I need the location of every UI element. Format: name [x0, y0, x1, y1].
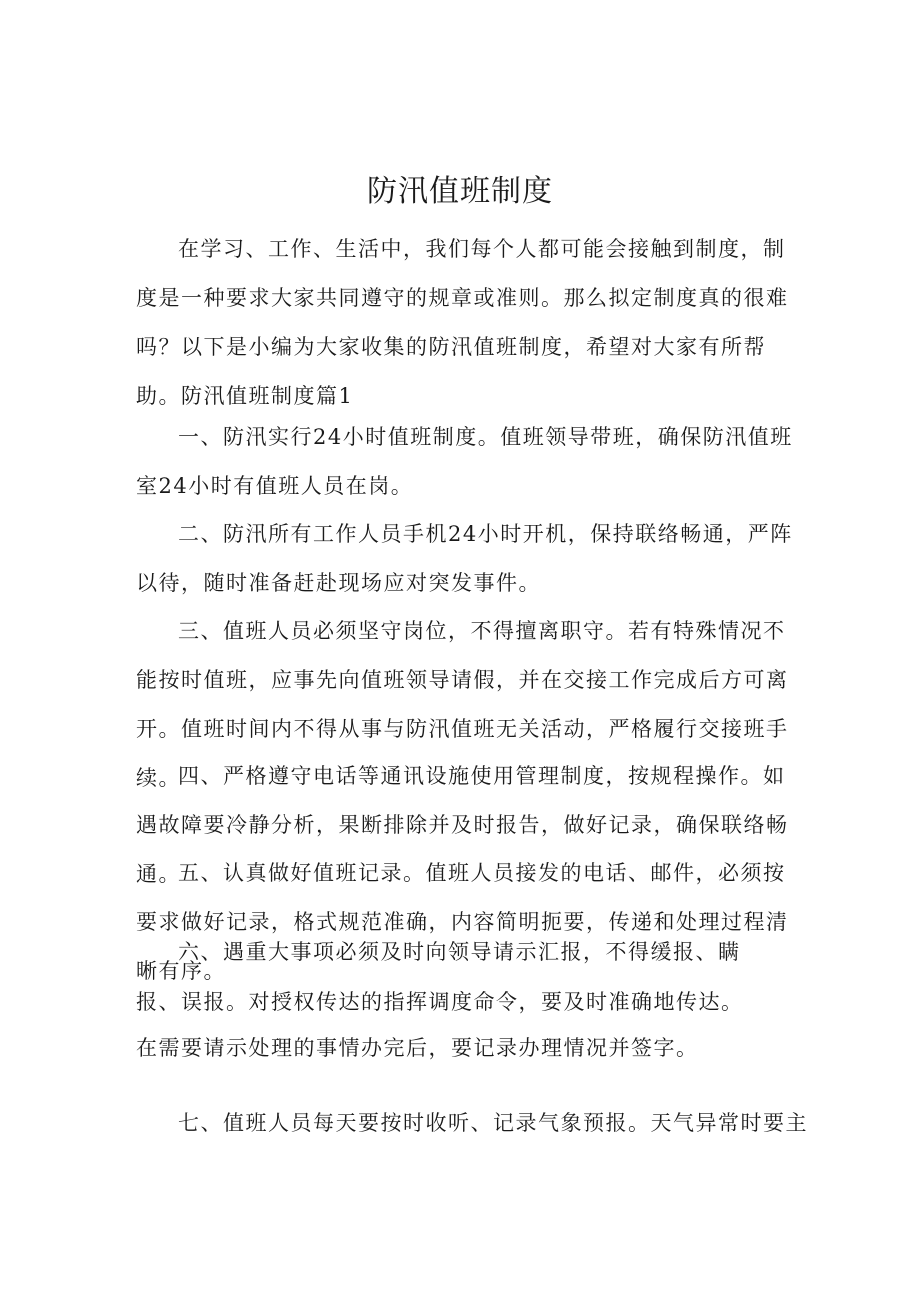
article-6: [136, 928, 798, 977]
article-6-line-3: 在需要请示处理的事情办完后，要记录办理情况并签字。: [136, 1036, 699, 1060]
article-1: [136, 413, 798, 511]
article-1-text: 一、防汛实行24小时值班制度。值班领导带班，确保防汛值班室24小时有值班人员在岗。: [136, 425, 793, 498]
document-title: 防汛值班制度: [367, 174, 553, 209]
article-6-continued: [136, 978, 798, 1027]
article-2: [136, 510, 798, 608]
article-2-text: 二、防汛所有工作人员手机24小时开机，保持联络畅通，严阵以待，随时准备赶赴现场应对突发事件。: [136, 522, 793, 595]
article-6-line-2: 报、误报。对授权传达的指挥调度命令，要及时准确地传达。: [136, 990, 744, 1014]
article-6-note: [136, 1024, 798, 1073]
article-3-text: 三、值班人员必须坚守岗位，不得擅离职守。若有特殊情况不能按时值班，应事先向值班领导请假，并在交接工作完成后方可离开。值班时间内不得从事与防汛值班无关活动，严格履行交接班手续。: [136, 619, 789, 790]
article-7-text: 七、值班人员每天要按时收听、记录气象预报。天气异常时要主: [178, 1111, 808, 1135]
intro-text: 在学习、工作、生活中，我们每个人都可能会接触到制度，制度是一种要求大家共同遵守的规章或准则。那么拟定制度真的很难吗？以下是小编为大家收集的防汛值班制度，希望对大家有所帮助。防汛值班制度篇1: [136, 237, 789, 408]
article-5-text: 五、认真做好值班记录。值班人员接发的电话、邮件，必须按要求做好记录，格式规范准确，内容简明扼要，传递和处理过程清晰有序。: [136, 861, 789, 983]
article-4-text: 四、严格遵守电话等通讯设施使用管理制度，按规程操作。如遇故障要冷静分析，果断排除并及时报告，做好记录，确保联络畅通。: [136, 764, 789, 886]
article-6-line-1: 六、遇重大事项必须及时向领导请示汇报，不得缓报、瞒: [178, 940, 741, 964]
intro-paragraph: [136, 225, 798, 421]
article-7: [136, 1099, 808, 1148]
